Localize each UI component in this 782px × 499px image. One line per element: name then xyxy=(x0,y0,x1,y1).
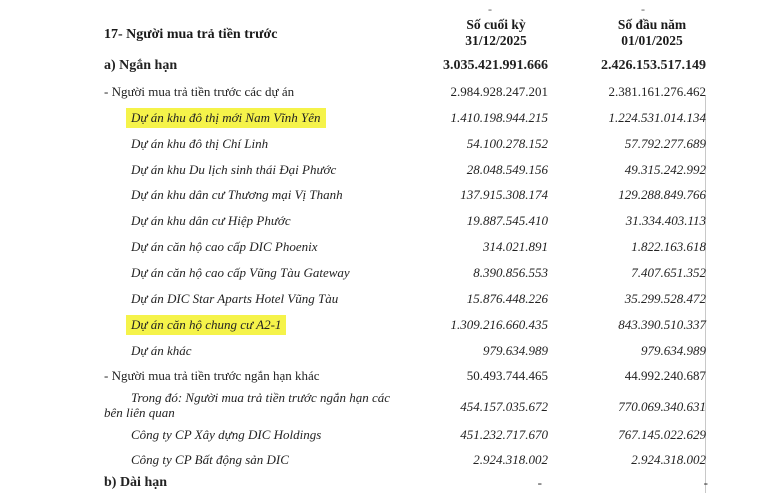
row-value-start: 2.426.153.517.149 xyxy=(601,58,706,73)
row-value-start: 129.288.849.766 xyxy=(618,187,706,202)
row-value-end: 137.915.308.174 xyxy=(460,187,548,202)
row-value-start: 1.822.163.618 xyxy=(631,239,706,254)
row-value-start: 2.381.161.276.462 xyxy=(608,84,706,99)
row-value-start: 57.792.277.689 xyxy=(624,136,706,151)
column-header-end xyxy=(421,17,571,49)
row-label: Công ty CP Bất động sản DIC xyxy=(131,452,289,467)
row-label: Dự án khu đô thị Chí Linh xyxy=(131,136,269,151)
row-value-start: 31.334.403.113 xyxy=(625,213,706,228)
row-value-start: 2.924.318.002 xyxy=(631,452,706,467)
row-label: Dự án khu dân cư Hiệp Phước xyxy=(131,213,291,228)
table-row xyxy=(0,58,782,82)
row-value-end: 454.157.035.672 xyxy=(460,399,548,414)
row-value-end: 54.100.278.152 xyxy=(466,136,548,151)
row-value-end: 3.035.421.991.666 xyxy=(443,58,548,73)
row-value-end: 314.021.891 xyxy=(483,239,548,254)
row-label-highlighted: Dự án căn hộ chung cư A2-1 xyxy=(128,317,284,333)
table-row xyxy=(0,213,782,237)
row-label: Dự án khu dân cư Thương mại Vị Thanh xyxy=(131,187,343,202)
table-row xyxy=(0,343,782,367)
row-value-start: 979.634.989 xyxy=(641,343,706,358)
row-value-end: 2.984.928.247.201 xyxy=(450,84,548,99)
table-row xyxy=(0,84,782,108)
table-row xyxy=(0,265,782,289)
table-row xyxy=(0,187,782,211)
top-mark-start: - xyxy=(641,2,645,16)
row-value-end: - xyxy=(537,475,542,490)
table-row xyxy=(0,162,782,186)
row-value-end: 50.493.744.465 xyxy=(466,368,548,383)
row-label: Dự án DIC Star Aparts Hotel Vũng Tàu xyxy=(131,291,339,306)
row-label-highlighted: Dự án khu đô thị mới Nam Vĩnh Yên xyxy=(128,110,324,126)
row-value-start: 770.069.340.631 xyxy=(618,399,706,414)
row-value-end: 1.410.198.944.215 xyxy=(450,110,548,125)
row-value-end: 2.924.318.002 xyxy=(473,452,548,467)
row-value-start: 7.407.651.352 xyxy=(631,265,706,280)
row-value-start: 44.992.240.687 xyxy=(624,368,706,383)
table-row xyxy=(0,475,782,499)
row-label: Dự án căn hộ cao cấp DIC Phoenix xyxy=(131,239,318,254)
row-value-start: 843.390.510.337 xyxy=(618,317,706,332)
table-row xyxy=(0,136,782,160)
row-value-start: 35.299.528.472 xyxy=(624,291,706,306)
table-row xyxy=(0,368,782,392)
row-value-end: 1.309.216.660.435 xyxy=(450,317,548,332)
row-value-end: 15.876.448.226 xyxy=(466,291,548,306)
row-label: b) Dài hạn xyxy=(104,475,168,490)
row-label: - Người mua trả tiền trước các dự án xyxy=(104,84,295,99)
row-label: Dự án khu Du lịch sinh thái Đại Phước xyxy=(131,162,337,177)
row-label: Công ty CP Xây dựng DIC Holdings xyxy=(131,427,322,442)
row-value-end: 28.048.549.156 xyxy=(466,162,548,177)
table-row xyxy=(0,291,782,315)
table-row xyxy=(0,427,782,451)
row-value-end: 979.634.989 xyxy=(483,343,548,358)
row-value-start: 767.145.022.629 xyxy=(618,427,706,442)
row-label-line2: bên liên quan xyxy=(104,405,175,420)
row-value-end: 451.232.717.670 xyxy=(460,427,548,442)
note-title: 17- Người mua trả tiền trước xyxy=(104,27,278,42)
row-label: - Người mua trả tiền trước ngắn hạn khác xyxy=(104,368,320,383)
table-row xyxy=(0,110,782,134)
table-row xyxy=(0,452,782,476)
table-row xyxy=(0,317,782,341)
row-value-end: 8.390.856.553 xyxy=(473,265,548,280)
row-label: a) Ngắn hạn xyxy=(104,58,178,73)
row-label-line1: Trong đó: Người mua trả tiền trước ngắn hạn các xyxy=(131,390,391,405)
column-header-start-date: 01/01/2025 xyxy=(621,33,683,48)
row-value-start: - xyxy=(703,475,708,490)
column-header-start-label: Số đầu năm xyxy=(617,17,687,32)
column-header-end-date: 31/12/2025 xyxy=(465,33,527,48)
row-label: Dự án khác xyxy=(131,343,192,358)
table-row xyxy=(0,239,782,263)
row-value-start: 1.224.531.014.134 xyxy=(608,110,706,125)
row-label: Dự án căn hộ cao cấp Vũng Tàu Gateway xyxy=(131,265,350,280)
column-header-start xyxy=(577,17,727,49)
column-header-end-label: Số cuối kỳ xyxy=(466,17,526,32)
top-mark-end: - xyxy=(488,2,492,16)
table-row xyxy=(0,390,782,424)
row-value-end: 19.887.545.410 xyxy=(466,213,548,228)
row-value-start: 49.315.242.992 xyxy=(624,162,706,177)
